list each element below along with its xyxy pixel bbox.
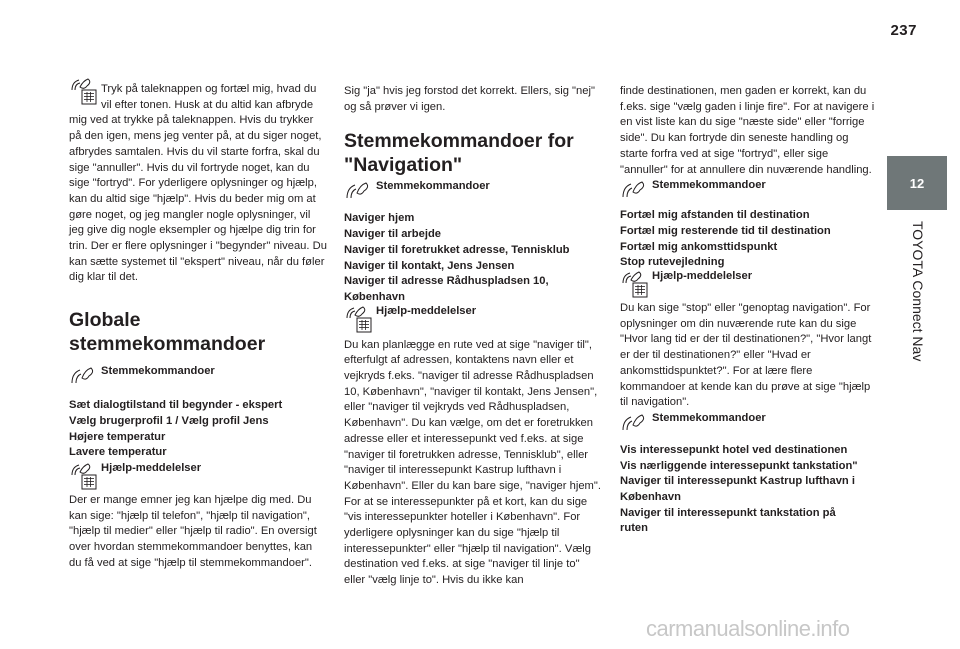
command-item: Naviger til kontakt, Jens Jensen: [344, 259, 515, 272]
voice-commands-label: Stemmekommandoer: [101, 365, 215, 378]
column-3: [620, 76, 878, 537]
heading-line-1: Stemmekommandoer for: [344, 130, 574, 153]
help-messages-header: [620, 269, 878, 301]
command-item: Naviger til interessepunkt tankstation på: [620, 506, 836, 519]
command-list: [69, 398, 327, 461]
command-item: Vælg brugerprofil 1 / Vælg profil Jens: [69, 414, 269, 427]
voice-keyboard-icon: [344, 304, 376, 330]
voice-commands-label: Stemmekommandoer: [376, 180, 490, 193]
command-item: Fortæl mig ankomsttidspunkt: [620, 240, 778, 253]
chapter-label: TOYOTA Connect Nav: [910, 221, 926, 362]
command-item: Fortæl mig resterende tid til destination: [620, 224, 831, 237]
voice-icon: [344, 179, 376, 205]
help-paragraph: Du kan sige "stop" eller "genoptag navigation". For oplysninger om din nuværende rute kan du sige "Hvor lang tid er der til destinationen?", "Hvor langt er der til destinationen?" eller "Hvad er ankomsttidspunktet?". For at lære flere kommandoer at kende kan du prøve at sige "hjælp til navigation".: [620, 302, 872, 409]
command-item: Stop rutevejledning: [620, 256, 725, 269]
heading-line-1: Globale: [69, 309, 141, 332]
command-list: [620, 443, 878, 537]
command-list: [620, 208, 878, 271]
intro-paragraph: Tryk på taleknappen og fortæl mig, hvad du vil efter tonen. Husk at du altid kan afbryde mig ved at trykke på taleknappen. Hvis du trykker på den igen, mens jeg venter på, at du siger noget, afbrydes samtalen. Hvis du vil starte forfra, skal du sige "annuller". Hvis du vil fortryde noget, kan du sige "fortryd". For yderligere oplysninger og hjælp, kan du altid sige "hjælp". Hvis du beder mig om at gøre noget, og jeg mangler nogle oplysninger, vil jeg give dig nogle eksempler og hjælpe dig trin for trin. Der er flere oplysninger i "begynder" niveau. Du kan sætte systemet til "ekspert" niveau, når du føler dig klar til det.: [69, 83, 327, 284]
command-list: [344, 211, 602, 305]
help-paragraph: Du kan planlægge en rute ved at sige "naviger til", efterfulgt af adressen, kontaktens navn eller et vejkryds f.eks. "naviger til adresse Rådhuspladsen 10, København", "naviger til kontakt, Jens Jensen", eller "naviger til vejkryds ved Rådhuspladsen, København". Du kan vælge, om det er foretrukken adresse eller et interessepunkt ved f.eks. at sige "naviger til foretrukken adresse, Tennisklub", eller "naviger til interessepunkt Kastrup lufthavn i København". Eller du kan bare sige, "naviger hjem". For at se interessepunkter på et kort, kan du sige "vis interessepunkter hoteller i København". For yderligere oplysninger kan du sige "hjælp til interessepunkter" eller "hjælp til navigation". Vælg destination ved f.eks. at sige "naviger til linje to" eller "vælg linje to". Hvis du ikke kan: [344, 338, 601, 587]
intro-block: [69, 76, 327, 286]
command-item: Naviger til adresse Rådhuspladsen 10,: [344, 275, 549, 288]
command-item: Højere temperatur: [69, 430, 166, 443]
help-messages-label: Hjælp-meddelelser: [101, 461, 202, 474]
voice-icon: [620, 411, 652, 437]
voice-commands-header: [620, 178, 878, 208]
help-messages-header: [69, 461, 327, 493]
command-item: Vis interessepunkt hotel ved destinationen: [620, 443, 848, 456]
voice-commands-header: [69, 364, 327, 400]
column-2: [344, 76, 602, 589]
help-paragraph: Der er mange emner jeg kan hjælpe dig med. Du kan sige: "hjælp til telefon", "hjælp til navigation", "hjælp til medier" eller "hjælp til radio". En oversigt over hvordan stemmekommandoer benyttes, kan du få ved at sige "hjælp til stemmekommandoer".: [69, 493, 317, 569]
help-messages-label: Hjælp-meddelelser: [376, 304, 477, 317]
voice-commands-header: [344, 179, 602, 215]
command-item: Fortæl mig afstanden til destination: [620, 209, 810, 222]
voice-keyboard-icon: [69, 76, 98, 104]
command-item: Naviger hjem: [344, 212, 415, 225]
voice-icon: [69, 364, 101, 390]
heading-line-2: "Navigation": [344, 154, 463, 177]
command-item: Naviger til foretrukket adresse, Tennisklub: [344, 243, 570, 256]
command-item: Sæt dialogtilstand til begynder - ekspert: [69, 399, 283, 412]
section-heading-global: [69, 308, 327, 356]
chapter-label-container: [884, 221, 950, 421]
continued-paragraph: finde destinationen, men gaden er korrekt, kan du f.eks. sige "vælg gaden i linje fire". For at navigere i en vist liste kan du sige "næste side" eller "forrige side". Du kan fortryde din seneste handling og starte forfra ved at sige "fortryd", eller sige "annuller" for at annullere din nuværende handling.: [620, 85, 875, 176]
page-number: 237: [890, 22, 917, 39]
voice-commands-label: Stemmekommandoer: [652, 411, 766, 424]
watermark: carmanualsonline.info: [646, 616, 850, 641]
command-item: København: [344, 290, 405, 303]
voice-icon: [620, 178, 652, 204]
command-item: København: [620, 491, 681, 504]
voice-keyboard-icon: [69, 461, 101, 487]
command-item: Vis nærliggende interessepunkt tankstation": [620, 459, 858, 472]
column-1: [69, 76, 327, 571]
section-heading-navigation: [344, 129, 602, 177]
chapter-tab: 12: [887, 156, 947, 210]
heading-line-2: stemmekommandoer: [69, 333, 266, 356]
voice-commands-header: [620, 411, 878, 445]
voice-commands-label: Stemmekommandoer: [652, 179, 766, 192]
help-messages-header: [344, 304, 602, 338]
voice-keyboard-icon: [620, 269, 652, 295]
command-item: ruten: [620, 522, 648, 535]
command-item: Naviger til arbejde: [344, 228, 441, 241]
command-item: Naviger til interessepunkt Kastrup lufthavn i: [620, 475, 855, 488]
command-item: Lavere temperatur: [69, 446, 167, 459]
help-messages-label: Hjælp-meddelelser: [652, 270, 753, 283]
confirm-paragraph: Sig "ja" hvis jeg forstod det korrekt. Ellers, sig "nej" og så prøver vi igen.: [344, 85, 595, 113]
